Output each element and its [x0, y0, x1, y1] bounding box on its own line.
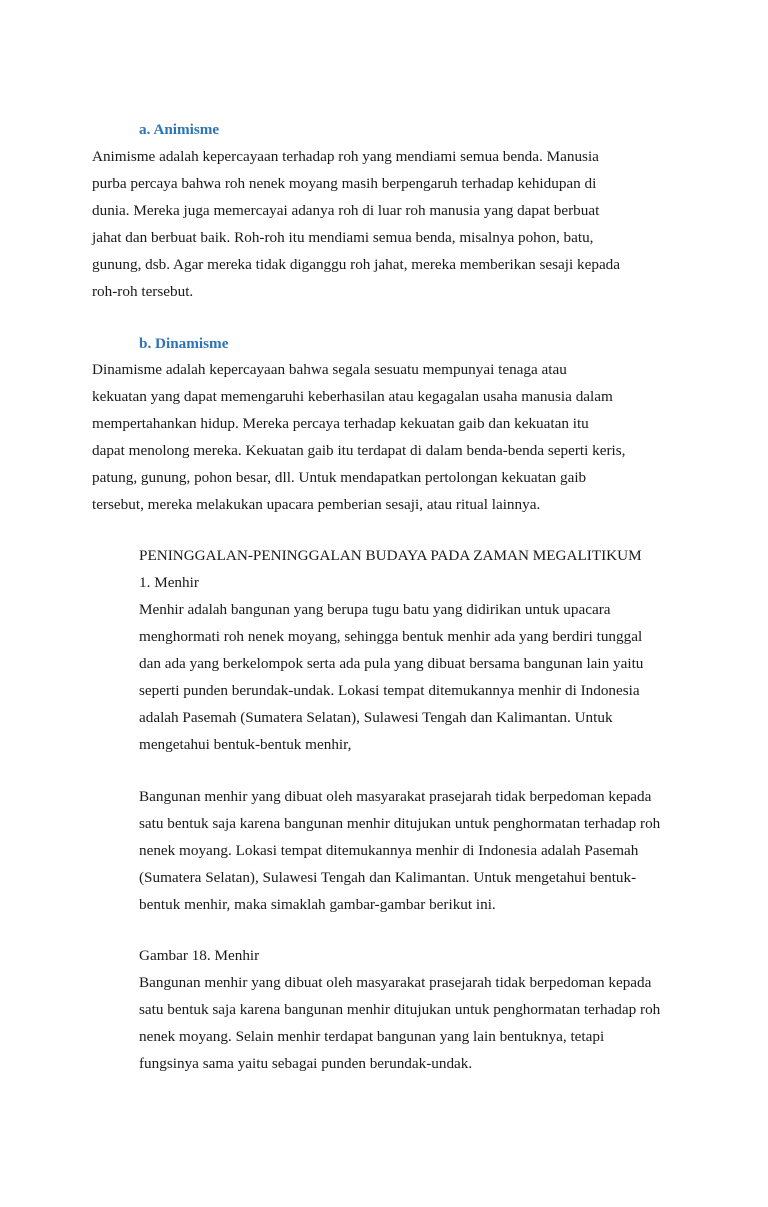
menhir-paragraph-2-line: (Sumatera Selatan), Sulawesi Tengah dan Kalimantan. Untuk mengetahui bentuk- [139, 869, 637, 886]
section-b-line: mempertahankan hidup. Mereka percaya terhadap kekuatan gaib dan kekuatan itu [92, 415, 589, 432]
menhir-paragraph-3-line: nenek moyang. Selain menhir terdapat bangunan yang lain bentuknya, tetapi [139, 1028, 605, 1045]
section-a-heading: a. Animisme [139, 121, 220, 138]
section-b-line: tersebut, mereka melakukan upacara pemberian sesaji, atau ritual lainnya. [92, 496, 541, 513]
section-b-line: Dinamisme adalah kepercayaan bahwa segala sesuatu mempunyai tenaga atau [92, 361, 567, 378]
menhir-paragraph-2-line: bentuk menhir, maka simaklah gambar-gambar berikut ini. [139, 896, 496, 913]
menhir-paragraph-3-line: satu bentuk saja karena bangunan menhir ditujukan untuk penghormatan terhadap roh [139, 1001, 661, 1018]
menhir-paragraph-3-line: Bangunan menhir yang dibuat oleh masyarakat prasejarah tidak berpedoman kepada [139, 974, 652, 991]
menhir-paragraph-3-line: fungsinya sama yaitu sebagai punden berundak-undak. [139, 1055, 473, 1072]
menhir-paragraph-2-line: satu bentuk saja karena bangunan menhir ditujukan untuk penghormatan terhadap roh [139, 815, 661, 832]
figure-caption: Gambar 18. Menhir [139, 947, 260, 964]
menhir-paragraph-1-line: dan ada yang berkelompok serta ada pula yang dibuat bersama bangunan lain yaitu [139, 655, 644, 672]
section-b-line: dapat menolong mereka. Kekuatan gaib itu terdapat di dalam benda-benda seperti keris, [92, 442, 626, 459]
menhir-paragraph-1-line: mengetahui bentuk-bentuk menhir, [139, 736, 352, 753]
menhir-paragraph-1-line: menghormati roh nenek moyang, sehingga bentuk menhir ada yang berdiri tunggal [139, 628, 643, 645]
section-a-line: purba percaya bahwa roh nenek moyang masih berpengaruh terhadap kehidupan di [92, 175, 597, 192]
section-a-line: dunia. Mereka juga memercayai adanya roh di luar roh manusia yang dapat berbuat [92, 202, 600, 219]
menhir-paragraph-2-line: Bangunan menhir yang dibuat oleh masyarakat prasejarah tidak berpedoman kepada [139, 788, 652, 805]
section-b-heading: b. Dinamisme [139, 335, 229, 352]
section-b-line: patung, gunung, pohon besar, dll. Untuk mendapatkan pertolongan kekuatan gaib [92, 469, 587, 486]
menhir-paragraph-1-line: Menhir adalah bangunan yang berupa tugu batu yang didirikan untuk upacara [139, 601, 611, 618]
section-a-line: roh-roh tersebut. [92, 283, 194, 300]
section-a-line: gunung, dsb. Agar mereka tidak diganggu roh jahat, mereka memberikan sesaji kepada [92, 256, 621, 273]
megalithic-title: PENINGGALAN-PENINGGALAN BUDAYA PADA ZAMAN MEGALITIKUM [139, 547, 642, 564]
menhir-subheading: 1. Menhir [139, 574, 199, 591]
menhir-paragraph-1-line: adalah Pasemah (Sumatera Selatan), Sulawesi Tengah dan Kalimantan. Untuk [139, 709, 613, 726]
section-a-line: jahat dan berbuat baik. Roh-roh itu mendiami semua benda, misalnya pohon, batu, [92, 229, 594, 246]
menhir-paragraph-2-line: nenek moyang. Lokasi tempat ditemukannya menhir di Indonesia adalah Pasemah [139, 842, 639, 859]
menhir-paragraph-1-line: seperti punden berundak-undak. Lokasi tempat ditemukannya menhir di Indonesia [139, 682, 640, 699]
section-b-line: kekuatan yang dapat memengaruhi keberhasilan atau kegagalan usaha manusia dalam [92, 388, 613, 405]
section-a-line: Animisme adalah kepercayaan terhadap roh yang mendiami semua benda. Manusia [92, 148, 599, 165]
